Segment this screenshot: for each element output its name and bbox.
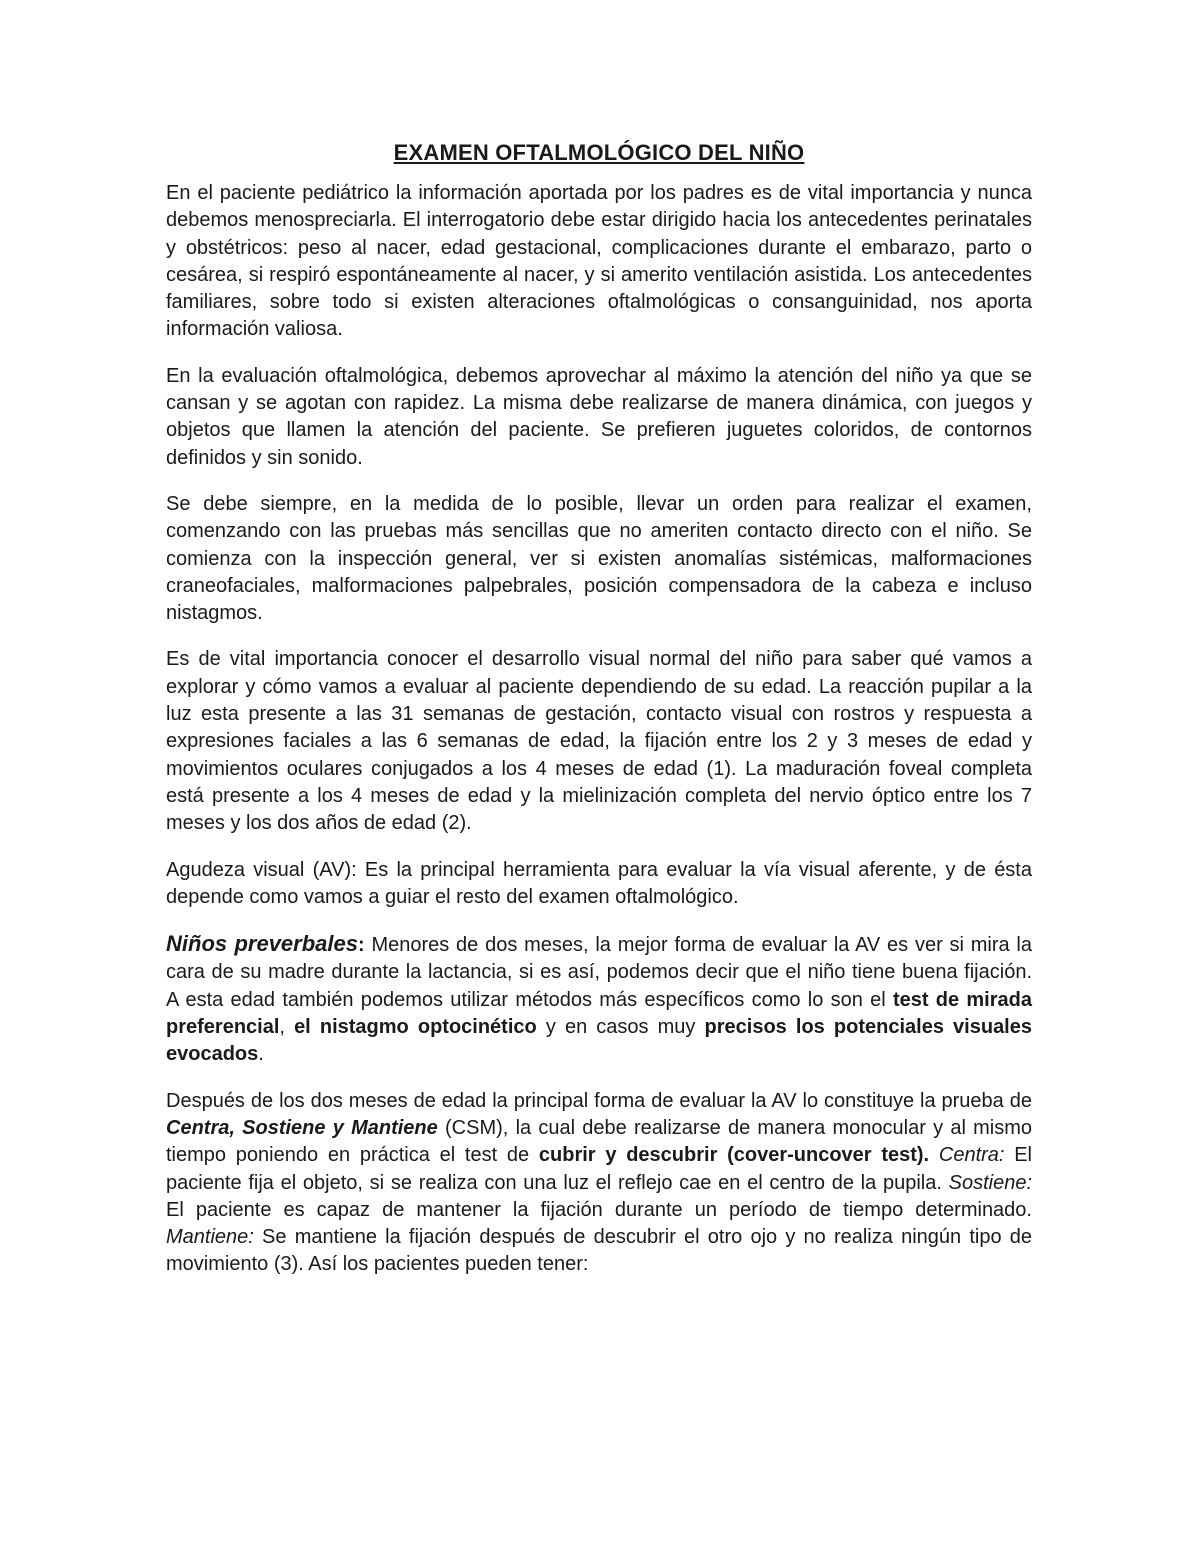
paragraph-evaluacion: En la evaluación oftalmológica, debemos aprovechar al máximo la atención del niño ya que se cansan y se agotan con rapidez. La misma debe realizarse de manera dinámica, con juegos y objetos que llamen la atención del paciente. Se prefieren juguetes coloridos, de contornos definidos y sin sonido.: [166, 364, 1032, 469]
text-run: El paciente fija el objeto, si se realiza con una luz el reflejo cae en el centro de la pupila.: [166, 1144, 1032, 1194]
paragraph-ninos-preverbales: [166, 930, 1032, 1068]
text-run: y en casos muy: [536, 1016, 705, 1039]
text-run: [929, 1144, 939, 1166]
bold-italic-term-csm: Centra, Sostiene y Mantiene: [166, 1116, 438, 1139]
italic-term-mantiene: Mantiene:: [166, 1226, 254, 1249]
text-run: .: [258, 1043, 264, 1066]
paragraph-orden-examen: Se debe siempre, en la medida de lo posible, llevar un orden para realizar el examen, comenzando con las pruebas más sencillas que no ameriten contacto directo con el niño. Se comienza con la inspección general, ver si existen anomalías sistémicas, malformaciones craneofaciales, malformaciones palpebrales, posición compensadora de la cabeza e incluso nistagmos.: [166, 492, 1032, 625]
bold-term-potenciales-evocados: precisos los potenciales visuales evocados: [166, 1016, 1032, 1066]
section-heading-ninos-preverbales: Niños preverbales: [166, 931, 358, 957]
bold-term-mirada-preferencial: test de mirada preferencial: [166, 988, 1032, 1039]
paragraph-desarrollo-visual: Es de vital importancia conocer el desarrollo visual normal del niño para saber qué vamos a explorar y cómo vamos a evaluar al paciente dependiendo de su edad. La reacción pupilar a la luz esta presente a las 31 semanas de gestación, contacto visual con rostros y respuesta a expresiones faciales a las 6 semanas de edad, la fijación entre los 2 y 3 meses de edad y movimientos oculares conjugados a los 4 meses de edad (1). La maduración foveal completa está presente a los 4 meses de edad y la mielinización completa del nervio óptico entre los 7 meses y los dos años de edad (2).: [166, 648, 1032, 835]
paragraph-agudeza-visual: Agudeza visual (AV): Es la principal herramienta para evaluar la vía visual aferente, y de ésta depende como vamos a guiar el resto del examen oftalmológico.: [166, 858, 1032, 908]
document-title: EXAMEN OFTALMOLÓGICO DEL NIÑO: [393, 140, 805, 165]
bold-term-cover-uncover: cubrir y descubrir (cover-uncover test).: [538, 1144, 930, 1167]
text-run: Menores de dos meses, la mejor forma de evaluar la AV es ver si mira la cara de su madre durante la lactancia, si es así, podemos decir que el niño tiene buena fijación. A esta edad también podemos utilizar métodos más específicos como lo son el: [166, 934, 1032, 1011]
text-run: El paciente es capaz de mantener la fijación durante un período de tiempo determinado.: [166, 1198, 1032, 1221]
paragraph-antecedentes: En el paciente pediátrico la información aportada por los padres es de vital importancia y nunca debemos menospreciarla. El interrogatorio debe estar dirigido hacia los antecedentes perinatales y obstétricos: peso al nacer, edad gestacional, complicaciones durante el embarazo, parto o cesárea, si respiró espontáneamente al nacer, y si amerito ventilación asistida. Los antecedentes familiares, sobre todo si existen alteraciones oftalmológicas o consanguinidad, nos aporta información valiosa.: [166, 182, 1032, 341]
italic-term-sostiene: Sostiene:: [948, 1171, 1032, 1194]
text-run: Se mantiene la fijación después de descubrir el otro ojo y no realiza ningún tipo de movimiento (3). Así los pacientes pueden tener:: [166, 1226, 1032, 1276]
italic-term-centra: Centra:: [938, 1144, 1005, 1167]
heading-colon: :: [357, 934, 365, 957]
text-run: (CSM), la cual debe realizarse de manera monocular y al mismo tiempo poniendo en práctica el test de: [166, 1116, 1033, 1167]
document-page: [166, 138, 1032, 1298]
text-run: ,: [279, 1016, 295, 1039]
paragraph-csm: [166, 1088, 1032, 1279]
text-run: Después de los dos meses de edad la principal forma de evaluar la AV lo constituye la prueba de: [166, 1089, 1032, 1112]
bold-term-nistagmo-optocinetico: el nistagmo optocinético: [294, 1016, 537, 1039]
